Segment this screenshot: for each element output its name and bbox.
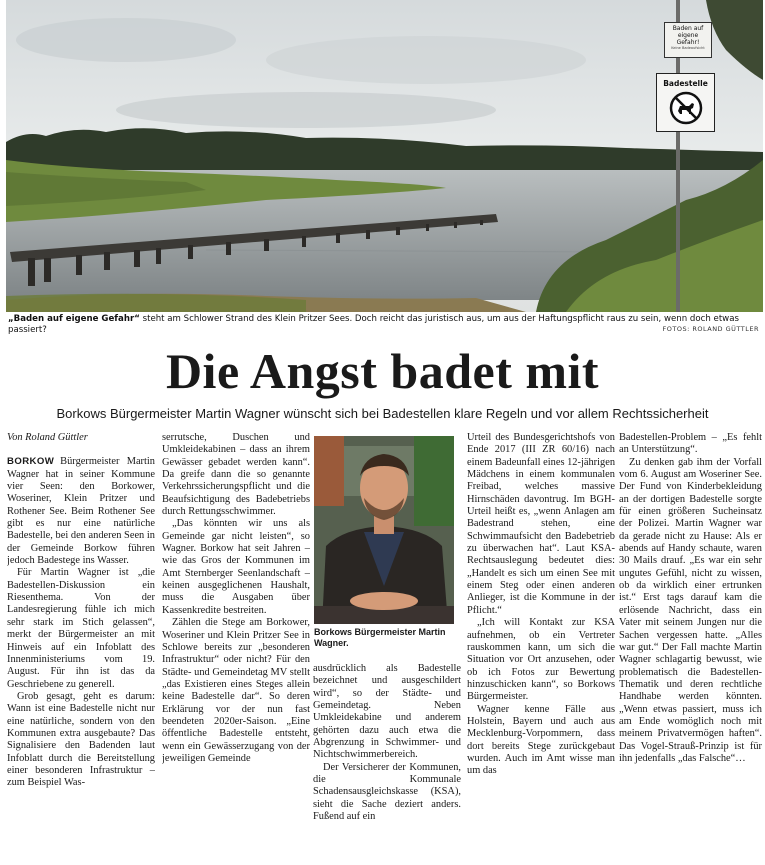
portrait-photo [314, 436, 454, 624]
article-column-1 [7, 432, 155, 857]
paragraph: Zählen die Stege am Borkower, Woseriner und Klein Pritzer See in Schlowe bereits zur „besonderen Infrastruktur“ oder nicht? Für den Städte- und Gemeindetag MV stellt „das Existieren eines Steges allein keine Badestelle dar“. So deren Erklärung vor der nun fast beendeten 2020er-Saison. „Eine öffentliche Badestelle entsteht, wenn ein Gewässerzugang von der jeweiligen Gemeinde [162, 617, 310, 764]
photo-caption: „Baden auf eigene Gefahr“ steht am Schlower Strand des Klein Pritzer Sees. Doch reicht das juristisch aus, um aus der Haftungspflicht raus zu sein, wenn doch etwas passiert? [8, 314, 739, 335]
paragraph: Zu denken gab ihm der Vorfall vom 6. August am Woseriner See. Der Fund von Kinderbekleidung an der dortigen Badestelle sorgte für einen größeren Sucheinsatz der Polizei. Martin Wagner war da gerade nicht zu Hause: Als er abends auf Handy schaute, waren 30 Mails drauf. „Es war ein sehr ungutes Gefühl, nicht zu wissen, ob da wirklich einer ertrunken ist.“ Erst tags darauf kam die erlösende Nachricht, dass ein Vater mit seinem Jungen nur die Sachen vergessen hatte. „Alles war gut.“ Der Fall machte Martin Wagner schlagartig bewusst, wie problematisch die Badestellen-Thematik und deren rechtliche Handhabe werden könnten. „Wenn etwas passiert, muss ich am Ende womöglich noch mit meinem Privatvermögen haften“. Das Vogel-Strauß-Prinzip ist für ihn jedenfalls „das Falsche“… [619, 456, 762, 764]
paragraph: BORKOW Bürgermeister Martin Wagner hat in seiner Kommune vier Seen: den Borkower, Woseriner, Klein Pritzer und Rothener See. Beim Rothener See gibt es nur eine natürliche Badestelle, bei den anderen Seen in der Gemeinde Borkow führen jedoch Badestege ins Wasser. [7, 456, 155, 567]
dateline: BORKOW [7, 456, 55, 468]
paragraph: Der Versicherer der Kommunen, die Kommunale Schadensausgleichskasse (KSA), sieht die Sache deziert anders. Fußend auf ein [313, 761, 461, 823]
subheadline: Borkows Bürgermeister Martin Wagner wünscht sich bei Badestellen klare Regeln und vor allem Rechtssicherheit [56, 406, 709, 421]
lake-photo [6, 0, 763, 312]
paragraph: „Ich will Kontakt zur KSA aufnehmen, ob ein Vertreter rauskommen kann, um sich die Situation vor Ort anzusehen, oder ob ich Fotos zur Bewertung hinzuschicken kann“, so Borkows Bürgermeister. [467, 617, 615, 703]
portrait-caption: Borkows Bürgermeister Martin Wagner. [314, 627, 446, 648]
badestelle-sign: Badestelle [656, 73, 715, 132]
paragraph: Für Martin Wagner ist „die Badestellen-Diskussion ein Riesenthema. Von der Landesregierung fühle ich mich sehr stark im Stich gelassen“, merkt der Bürgermeister an mit Hinweis auf ein Infoblatt des Innenministeriums vom 19. August. Für ihn ist das da Geschriebene zu generell. [7, 567, 155, 690]
photo-credit: FOTOS: ROLAND GÜTTLER [662, 325, 759, 333]
warning-sign-small: Baden auf eigene Gefahr! Keine Badeaufsicht [664, 22, 712, 58]
paragraph: Wagner kenne Fälle aus Holstein, Bayern und auch aus Mecklenburg-Vorpommern, dass dort bereits Stege zurückgebaut wurden. Auch im Amt wisse man um das [467, 703, 615, 777]
paragraph: Grob gesagt, geht es darum: Wann ist eine Badestelle nicht nur eine natürliche, sondern von den Kommunen extra ausgebaute? Das Signalisiere den Badenden laut Infoblatt durch die Bereitstellung einer besonderen Infrastruktur – zum Beispiel Was- [7, 690, 155, 789]
article-column-2 [162, 432, 310, 857]
no-dogs-icon [669, 91, 703, 125]
paragraph: serrutsche, Duschen und Umkleidekabinen – dass an ihrem Gewässer gebadet werden kann“. Da greife dann die so genannte Verkehrssicherungspflicht und die Beaufsichtigung des Badebetriebs durch Rettungsschwimmer. [162, 432, 310, 518]
byline: Von Roland Güttler [7, 432, 88, 443]
paragraph: Urteil des Bundesgerichtshofs von Ende 2017 (III ZR 60/16) nach einem Badeunfall eines 12-jährigen Mädchens in einem kommunalen Freibad, welches massive Hirnschäden davontrug. Im BGH-Urteil heißt es, „wenn Anlagen am Badestrand stehen, eine Schwimmaufsicht den Badebetrieb zu überwachen hat“. Laut KSA-Rechtsauslegung bedeutet dies: „Handelt es sich um einen See mit einem Steg oder einen anderen Anlieger, ist die Kommune in der Pflicht.“ [467, 432, 615, 616]
paragraph: ausdrücklich als Badestelle bezeichnet und ausgeschildert wird“, so der Städte- und Gemeindetag. Neben Umkleidekabine und anderem gehörten dazu auch etwa die Abgrenzung in Schwimmer- und Nichtschwimmerbereich. [313, 663, 461, 761]
article-column-5 [619, 432, 762, 857]
paragraph: Badestellen-Problem – „Es fehlt an Unterstützung“. [619, 432, 762, 456]
paragraph: „Das könnten wir uns als Gemeinde gar nicht leisten“, so Wagner. Borkow hat seit Jahren – wie das Gros der Kommunen im Amt Sternberger Seenlandschaft – keinen ausgeglichenen Haushalt, muss die Ausgaben über Kassenkredite bestreiten. [162, 518, 310, 616]
article-column-3 [313, 663, 461, 857]
article-column-4 [467, 432, 615, 857]
headline: Die Angst badet mit [165, 343, 600, 399]
